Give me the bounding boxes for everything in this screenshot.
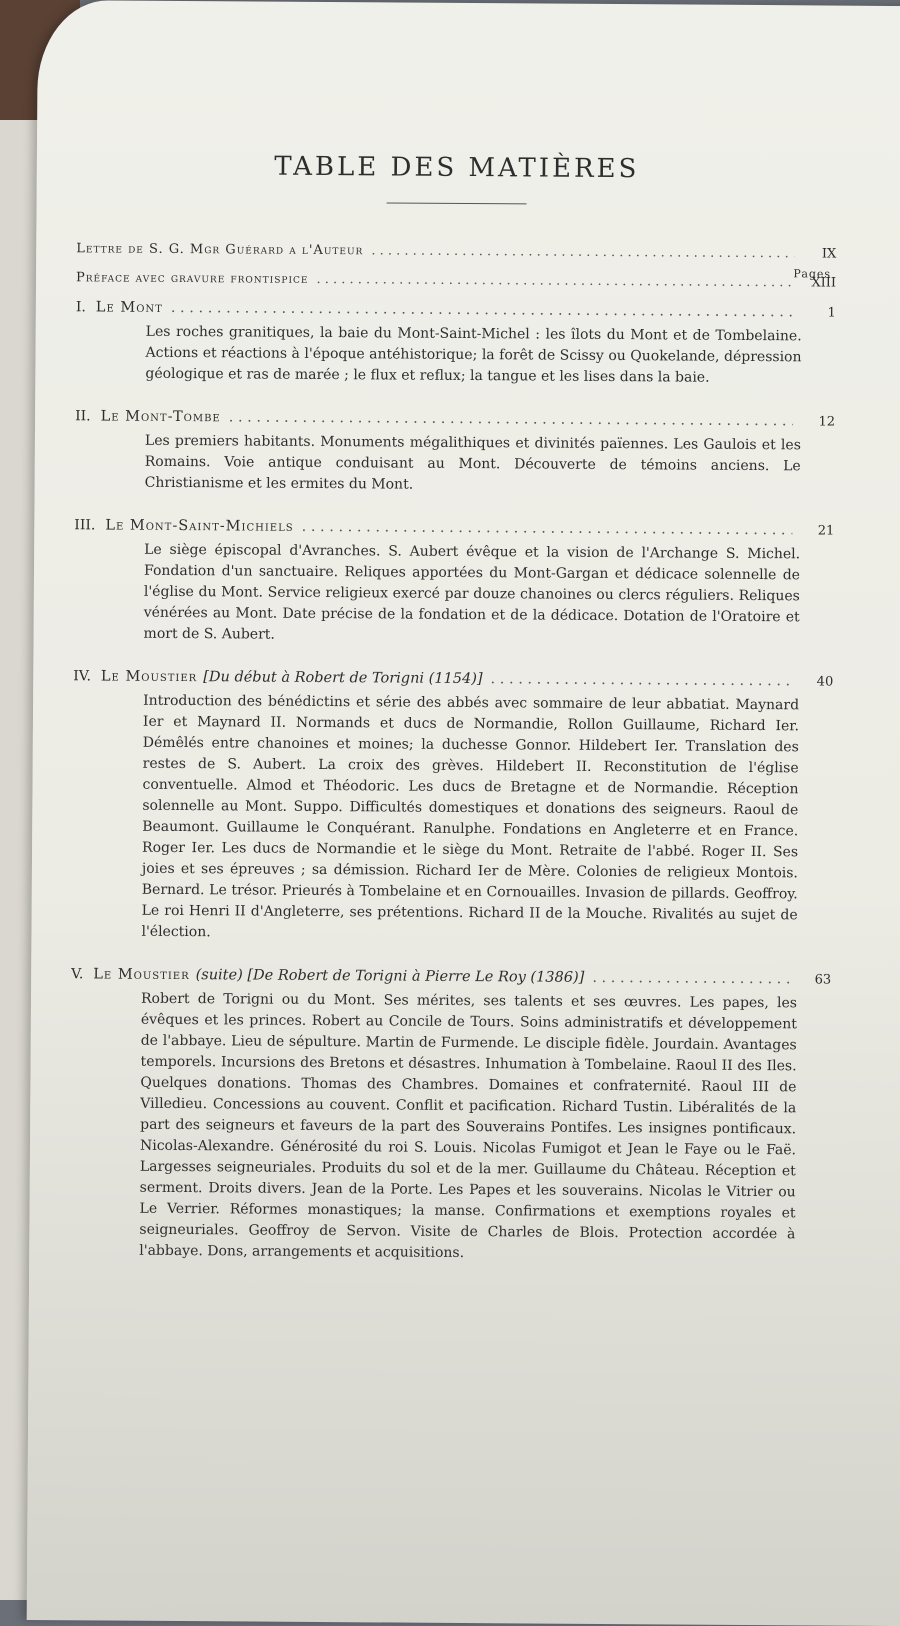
title-divider (387, 202, 527, 204)
chapter-number: III. (74, 517, 96, 534)
toc-chapter-2 (75, 408, 836, 498)
entry-title: Préface avec gravure frontispice (76, 270, 309, 287)
chapter-subtitle: (suite) [De Robert de Torigni à Pierre Le Roy (1386)] (195, 967, 585, 986)
toc-chapter-1 (75, 299, 836, 389)
toc-entry-preface (76, 270, 836, 290)
chapter-number: II. (75, 408, 91, 425)
toc-chapter-3 (74, 517, 835, 649)
entry-page-number: XIII (811, 275, 837, 291)
leader-dots (171, 300, 794, 320)
leader-dots (491, 671, 792, 689)
toc-entry-lettre (76, 241, 836, 261)
toc-chapter-4 (71, 668, 833, 947)
chapter-title: Le Mont-Tombe (100, 408, 221, 426)
chapter-summary: Les premiers habitants. Monuments mégalithiques et divinités païennes. Les Gaulois et les Romains. Voie antique conduisant au Mont. Découverte de témoins anciens. Le Christianisme et les ermites du Mont. (144, 432, 801, 493)
entry-title: Lettre de S. G. Mgr Guérard a l'Auteur (76, 241, 364, 259)
chapter-page-number: 63 (814, 972, 832, 988)
chapter-number: IV. (73, 668, 91, 685)
chapter-number: I. (75, 299, 86, 316)
chapter-title: Le Mont (95, 299, 163, 316)
leader-dots (229, 409, 793, 429)
chapter-subtitle: [Du début à Robert de Torigni (1154)] (203, 669, 483, 688)
leader-dots (302, 519, 793, 538)
chapter-page-number: 1 (827, 305, 836, 321)
chapter-summary: Les roches granitiques, la baie du Mont-Saint-Michel : les îlots du Mont et de Tombelaine. Actions et réactions à l'époque antéhistorique; la forêt de Scissy ou Quokelande, dépression géologique et ras de marée ; le flux et reflux; la tangue et les lises dans la baie. (145, 323, 802, 386)
chapter-title: Le Mont-Saint-Michiels (105, 517, 294, 535)
leader-dots (592, 970, 789, 987)
table-of-contents (69, 150, 837, 1290)
chapter-title: Le Moustier (100, 668, 198, 686)
chapter-title: Le Moustier (93, 966, 190, 984)
toc-chapter-5 (69, 966, 831, 1266)
chapter-summary: Introduction des bénédictins et série des abbés avec sommaire de leur abbatiat. Maynard Ier et Maynard II. Normands et ducs de Normandie, Rollon Guillaume, Richard Ier. Démêlés entre chanoines et moines; la duchesse Gonnor. Hildebert Ier. Translation des restes de S. Aubert. La croix des grèves. Hildebert II. Reconstitution de l'église conventuelle. Almod et Théodoric. Les ducs de Bretagne et de Normandie. Réception solennelle au Mont. Suppo. Difficultés domestiques et donations des seigneurs. Raoul de Beaumont. Guillaume le Conquérant. Ranulphe. Fondations en Angleterre et en France. Roger Ier. Les ducs de Normandie et le siège du Mont. Retraite de l'abbé. Roger II. Ses joies et ses épreuves ; sa démission. Richard Ier de Mère. Colonies de religieux Montois. Bernard. Le trésor. Prieurés à Tombelaine et en Cornouailles. Invasion de pillards. Geoffroy. Le roi Henri II d'Angleterre, ses prétentions. Richard II de la Mouche. Rivalités au sujet de l'élection. (141, 692, 800, 941)
leader-dots (371, 243, 794, 261)
chapter-number: V. (71, 966, 84, 983)
chapter-page-number: 40 (816, 674, 834, 690)
chapter-page-number: 21 (817, 523, 835, 539)
leader-dots (316, 272, 794, 290)
chapter-page-number: 12 (818, 414, 836, 430)
entry-page-number: IX (821, 246, 837, 262)
book-page (27, 0, 900, 1626)
pages-column-label: Pages (793, 267, 832, 281)
chapter-summary: Robert de Torigni ou du Mont. Ses mérites, ses talents et ses œuvres. Les papes, les évêques et les princes. Robert au Concile de Tours. Soins administratifs et développement de l'abbaye. Lieu de sépulture. Martin de Furmende. Le disciple fidèle. Jourdain. Avantages temporels. Incursions des Bretons et désastres. Inhumation à Tombelaine. Raoul II des Iles. Quelques donations. Thomas des Chambres. Domaines et confraternité. Raoul III de Villedieu. Concessions au couvent. Conflit et pacification. Richard Tustin. Libéralités de la part des seigneurs et faveurs de la part des Souverains Pontifes. Les insignes pontificaux. Nicolas-Alexandre. Générosité du roi S. Louis. Nicolas Fumigot et Jean le Faye ou le Faë. Largesses seigneuriales. Produits du sol et de la mer. Guillaume du Château. Réception et serment. Droits divers. Jean de la Porte. Les Papes et les souverains. Nicolas le Vitrier ou Le Verrier. Réformes monastiques; la manse. Confirmations et exemptions royales et seigneuriales. Geoffroy de Servon. Visite de Charles de Blois. Protection accordée à l'abbaye. Dons, arrangements et acquisitions. (139, 990, 798, 1262)
chapter-summary: Le siège épiscopal d'Avranches. S. Aubert évêque et la vision de l'Archange S. Michel. Fondation d'un sanctuaire. Reliques apportées du Mont-Gargan et dédicace solennelle de l'église du Mont. Service religieux exercé par douze chanoines ou clercs réguliers. Reliques vénérées au Mont. Date précise de la fondation et de la dédicace. Dotation de l'Oratoire et mort de S. Aubert. (143, 541, 801, 643)
page-title: TABLE DES MATIÈRES (274, 151, 640, 185)
